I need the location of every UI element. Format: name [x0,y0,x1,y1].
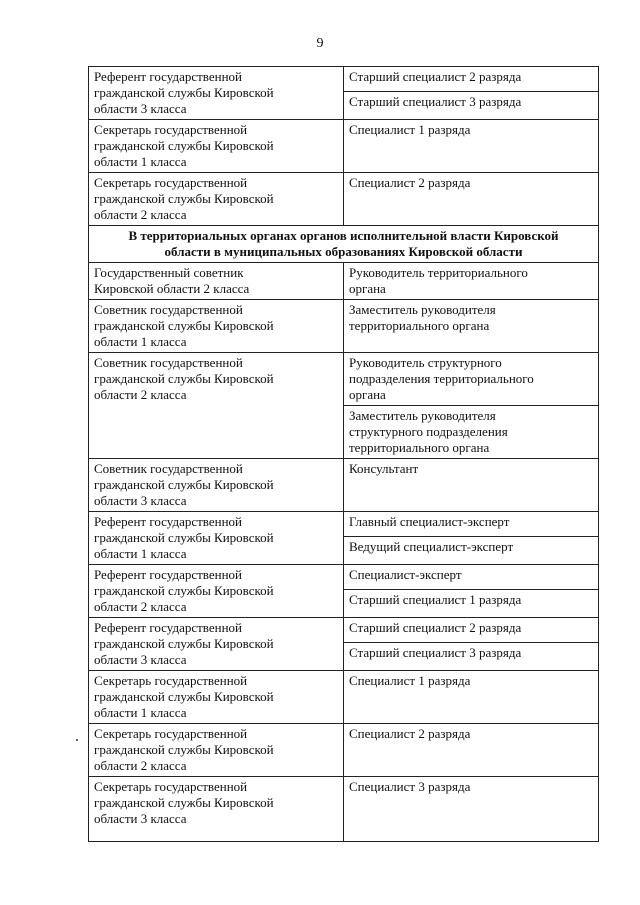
table-row [89,263,599,300]
grade-cell: Советник государственной гражданской службы Кировской области 2 класса [89,353,344,459]
position-cell: Специалист 3 разряда [344,777,599,842]
position-cell: Старший специалист 3 разряда [344,92,599,120]
grade-cell: Секретарь государственной гражданской службы Кировской области 1 класса [89,120,344,173]
grade-cell: Секретарь государственной гражданской службы Кировской области 1 класса [89,671,344,724]
grade-cell: Референт государственной гражданской службы Кировской области 2 класса [89,565,344,618]
position-cell: Ведущий специалист-эксперт [344,537,599,565]
table-row [89,353,599,406]
position-cell: Специалист 1 разряда [344,671,599,724]
table-row [89,724,599,777]
position-cell: Старший специалист 1 разряда [344,590,599,618]
grade-cell: Секретарь государственной гражданской службы Кировской области 2 класса [89,173,344,226]
section-heading-row [89,226,599,263]
position-cell: Специалист 2 разряда [344,724,599,777]
position-cell: Специалист 2 разряда [344,173,599,226]
grade-cell: Советник государственной гражданской службы Кировской области 1 класса [89,300,344,353]
grade-cell: Референт государственной гражданской службы Кировской области 1 класса [89,512,344,565]
table-row [89,173,599,226]
position-cell: Старший специалист 3 разряда [344,643,599,671]
section-heading: В территориальных органах органов исполнительной власти Кировской области в муниципальных образованиях Кировской области [89,226,599,263]
table-row [89,618,599,643]
scan-speck [76,739,78,741]
grade-cell: Референт государственной гражданской службы Кировской области 3 класса [89,618,344,671]
position-cell: Заместитель руководителя территориального органа [344,300,599,353]
position-cell: Специалист 1 разряда [344,120,599,173]
position-cell: Руководитель территориального органа [344,263,599,300]
grade-cell: Советник государственной гражданской службы Кировской области 3 класса [89,459,344,512]
position-cell: Заместитель руководителя структурного подразделения территориального органа [344,406,599,459]
position-cell: Главный специалист-эксперт [344,512,599,537]
table-row [89,777,599,842]
position-cell: Руководитель структурного подразделения территориального органа [344,353,599,406]
position-cell: Консультант [344,459,599,512]
table-row [89,671,599,724]
table-row [89,565,599,590]
table-row [89,67,599,92]
position-cell: Специалист-эксперт [344,565,599,590]
grade-cell: Референт государственной гражданской службы Кировской области 3 класса [89,67,344,120]
position-cell: Старший специалист 2 разряда [344,67,599,92]
grade-cell: Секретарь государственной гражданской службы Кировской области 2 класса [89,724,344,777]
grade-cell: Государственный советник Кировской области 2 класса [89,263,344,300]
table-row [89,120,599,173]
grades-positions-table [88,66,599,842]
grade-cell: Секретарь государственной гражданской службы Кировской области 3 класса [89,777,344,842]
page-number: 9 [316,36,324,51]
table-row [89,300,599,353]
table-row [89,512,599,537]
position-cell: Старший специалист 2 разряда [344,618,599,643]
table-row [89,459,599,512]
